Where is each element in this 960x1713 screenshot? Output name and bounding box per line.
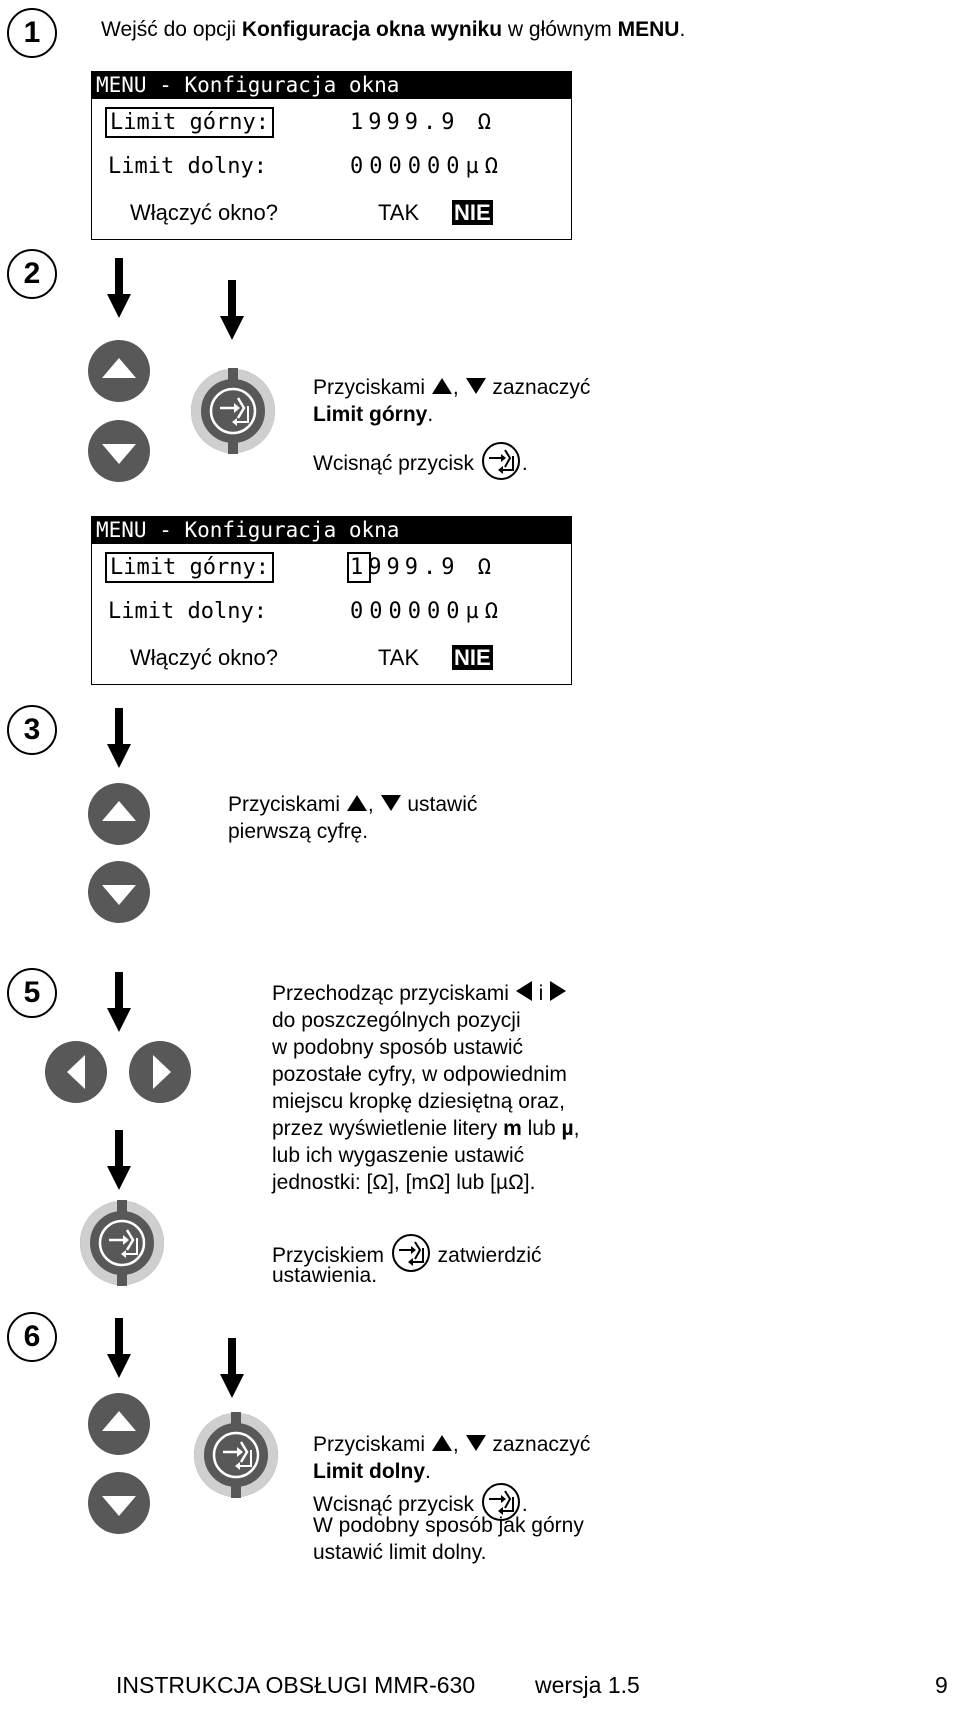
step5-text-a: Przechodząc przyciskami <box>272 982 515 1006</box>
step1-instruction <box>101 16 685 43</box>
triangle-up-icon <box>346 792 368 819</box>
step1-text-b: w głównym <box>502 18 618 41</box>
footer-title: INSTRUKCJA OBSŁUGI MMR-630 <box>116 1672 476 1698</box>
step3-text-a: Przyciskami <box>228 793 346 816</box>
step6-text-a: Przyciskami <box>313 1433 431 1456</box>
step1-text-c: . <box>679 18 686 41</box>
step5-text-e: , <box>573 1117 580 1140</box>
step-number-2: 2 <box>7 249 57 299</box>
page-number: 9 <box>935 1672 948 1698</box>
step6-bold-lower-limit: Limit dolny <box>313 1460 425 1483</box>
triangle-down-icon <box>465 375 487 402</box>
step5-line6 <box>272 1115 579 1142</box>
step6-text-b: , <box>452 1433 465 1456</box>
lcd1-upper-label <box>108 110 271 135</box>
step1-bold-menu: MENU <box>617 18 680 41</box>
step5-text-b: i <box>532 982 550 1006</box>
left-button-icon[interactable] <box>45 1041 107 1103</box>
lcd2-enable-label: Włączyć okno? <box>130 645 278 670</box>
step5-text-c: przez wyświetlenie litery <box>272 1117 504 1140</box>
right-button-icon[interactable] <box>129 1041 191 1103</box>
step6-text-d: . <box>425 1460 431 1483</box>
lcd2-lower-value: 000000µΩ <box>350 599 504 624</box>
lcd2-lower-label: Limit dolny: <box>108 599 267 624</box>
step5-line7: lub ich wygaszenie ustawić <box>272 1144 525 1167</box>
triangle-down-icon <box>465 1432 487 1459</box>
lcd-display-1 <box>91 71 572 240</box>
step5-text-g: zatwierdzić <box>431 1244 542 1268</box>
step6-text-e: Wcisnąć przycisk <box>313 1493 480 1517</box>
step6-text-f: . <box>521 1493 528 1517</box>
step-number-6: 6 <box>7 1312 57 1362</box>
lcd2-no-option <box>452 645 493 671</box>
step2-line3 <box>313 440 528 489</box>
lcd1-yes-option: TAK <box>378 200 420 225</box>
enter-icon <box>480 440 522 489</box>
lcd1-lower-label: Limit dolny: <box>108 154 267 179</box>
step5-text-f: Przyciskiem <box>272 1244 390 1268</box>
down-button-icon[interactable] <box>88 861 150 923</box>
lcd1-title: MENU - Konfiguracja okna <box>92 72 571 99</box>
down-button-icon[interactable] <box>88 1472 150 1534</box>
step5-line2: do poszczególnych pozycji <box>272 1009 521 1032</box>
step-number-5: 5 <box>7 968 57 1018</box>
triangle-left-icon <box>515 980 533 1009</box>
down-arrow-icon <box>107 708 131 768</box>
step5-line4: pozostałe cyfry, w odpowiednim <box>272 1063 567 1086</box>
step-number-1: 1 <box>7 8 57 58</box>
step5-bold-mu: µ <box>561 1117 574 1140</box>
step2-text-b: , <box>452 376 465 399</box>
down-arrow-icon <box>107 258 131 318</box>
step6-line4: W podobny sposób jak górny <box>313 1514 584 1537</box>
step2-line1 <box>313 374 590 402</box>
step2-text-a: Przyciskami <box>313 376 431 399</box>
step3-line2: pierwszą cyfrę. <box>228 820 369 843</box>
lcd1-upper-label-text: Limit górny: <box>110 110 269 135</box>
lcd2-yes-option: TAK <box>378 645 420 670</box>
step5-confirm-line2: ustawienia. <box>272 1264 378 1287</box>
footer-version: wersja 1.5 <box>535 1672 640 1698</box>
up-button-icon[interactable] <box>88 783 150 845</box>
step2-bold-upper-limit: Limit górny <box>313 403 428 426</box>
step2-line2 <box>313 401 433 428</box>
step6-line1 <box>313 1431 590 1459</box>
lcd2-upper-value <box>350 555 496 580</box>
lcd1-no-option <box>452 200 493 226</box>
lcd2-cursor-digit: 1 <box>350 555 369 580</box>
lcd1-enable-label: Włączyć okno? <box>130 200 278 225</box>
step5-line3: w podobny sposób ustawić <box>272 1036 523 1059</box>
step3-text-c: ustawić <box>401 793 478 816</box>
down-button-icon[interactable] <box>88 420 150 482</box>
step5-line1 <box>272 980 567 1009</box>
step5-bold-m: m <box>503 1117 522 1140</box>
enter-button-icon[interactable] <box>193 1412 279 1503</box>
enter-button-icon[interactable] <box>79 1200 165 1291</box>
down-arrow-icon <box>107 1130 131 1190</box>
triangle-right-icon <box>549 980 567 1009</box>
step1-text-a: Wejść do opcji <box>101 18 242 41</box>
lcd2-title: MENU - Konfiguracja okna <box>92 517 571 544</box>
triangle-down-icon <box>380 792 402 819</box>
lcd1-no-option-text: NIE <box>454 200 491 225</box>
enter-button-icon[interactable] <box>190 368 276 459</box>
step2-text-d: . <box>427 403 434 426</box>
lcd2-upper-value-rest: 999.9 Ω <box>368 555 496 580</box>
up-button-icon[interactable] <box>88 1393 150 1455</box>
lcd2-upper-label <box>108 555 271 580</box>
enter-icon <box>390 1232 432 1281</box>
step5-text-d: lub <box>521 1117 562 1140</box>
step2-text-e: Wcisnąć przycisk <box>313 452 480 476</box>
step-number-3: 3 <box>7 705 57 755</box>
step6-line5: ustawić limit dolny. <box>313 1541 487 1564</box>
up-button-icon[interactable] <box>88 340 150 402</box>
step1-bold-menu-option: Konfiguracja okna wyniku <box>241 18 503 41</box>
step5-line8: jednostki: [Ω], [mΩ] lub [µΩ]. <box>272 1171 536 1194</box>
lcd1-lower-value: 000000µΩ <box>350 154 504 179</box>
lcd2-upper-label-text: Limit górny: <box>110 555 269 580</box>
step5-line5: miejscu kropkę dziesiętną oraz, <box>272 1090 565 1113</box>
lcd2-no-option-text: NIE <box>454 645 491 670</box>
step3-text-b: , <box>367 793 380 816</box>
lcd1-upper-value: 1999.9 Ω <box>350 110 496 135</box>
triangle-up-icon <box>431 1432 453 1459</box>
down-arrow-icon <box>220 1338 244 1398</box>
triangle-up-icon <box>431 375 453 402</box>
step6-text-c: zaznaczyć <box>486 1433 591 1456</box>
down-arrow-icon <box>107 1318 131 1378</box>
step2-text-f: . <box>521 452 528 476</box>
step2-text-c: zaznaczyć <box>486 376 591 399</box>
down-arrow-icon <box>220 280 244 340</box>
step3-line1 <box>228 791 477 819</box>
down-arrow-icon <box>107 972 131 1032</box>
lcd-display-2 <box>91 516 572 685</box>
